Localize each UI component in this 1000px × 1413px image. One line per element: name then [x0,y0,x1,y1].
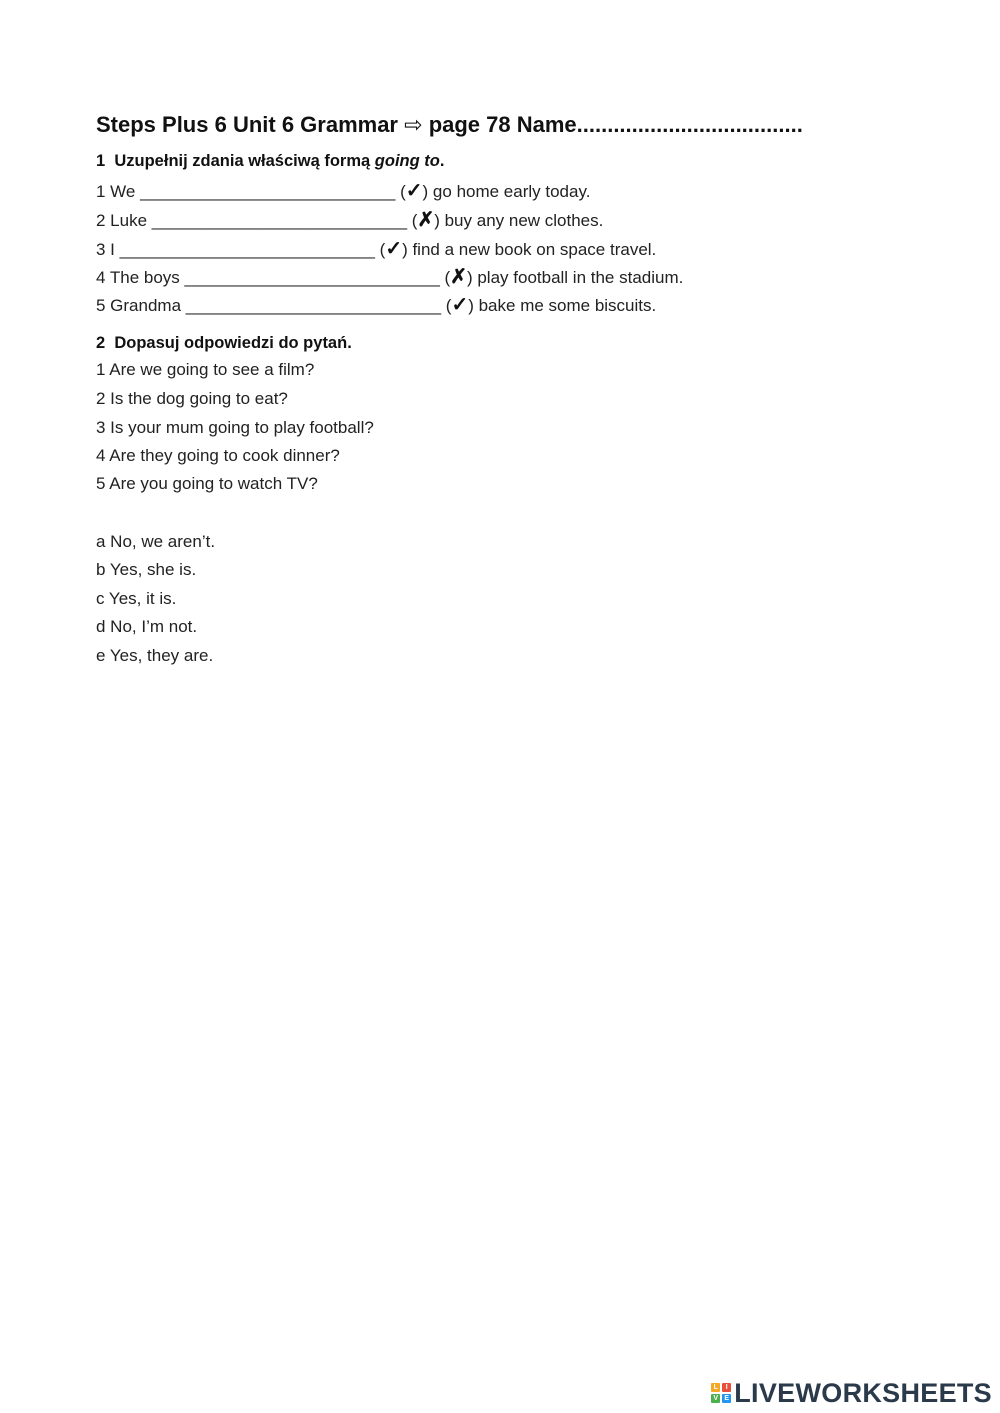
exercise-1-item: 3 I ___________________________ (✓) find a new book on space travel. [96,238,657,260]
exercise-1-item: 4 The boys ___________________________ (✗) play football in the stadium. [96,266,684,288]
exercise-1-item: 2 Luke ___________________________ (✗) buy any new clothes. [96,209,604,231]
question-item: 4 Are they going to cook dinner? [96,446,340,465]
exercise-1-number: 1 [96,152,106,170]
exercise-1-heading [96,152,444,171]
title-prefix: Steps Plus 6 Unit 6 Grammar [96,112,398,137]
exercise-2-number: 2 [96,334,106,352]
question-item: 1 Are we going to see a film? [96,360,315,379]
liveworksheets-logo [711,1379,992,1407]
worksheet-title [96,112,803,138]
item-suffix: ) find a new book on space travel. [402,240,657,259]
exercise-1-instruction-italic: going to [374,152,440,170]
check-mark-icon: ✓ [385,238,403,260]
item-prefix: 5 Grandma [96,296,182,315]
question-item: 5 Are you going to watch TV? [96,474,318,493]
answer-item: e Yes, they are. [96,646,214,665]
item-suffix: ) buy any new clothes. [434,211,604,230]
item-suffix: ) play football in the stadium. [466,268,684,287]
logo-cell: V [711,1394,720,1403]
item-prefix: 1 We [96,182,136,201]
item-suffix: ) go home early today. [422,182,591,201]
cross-mark-icon: ✗ [450,266,467,288]
item-suffix: ) bake me some biscuits. [468,296,657,315]
check-mark-icon: ✓ [451,294,469,316]
question-item: 2 Is the dog going to eat? [96,389,288,408]
item-prefix: 2 Luke [96,211,148,230]
exercise-2-instruction: Dopasuj odpowiedzi do pytań. [114,334,352,352]
logo-cell: L [711,1383,720,1392]
cross-mark-icon: ✗ [417,209,435,231]
logo-cell: E [722,1394,731,1403]
logo-cell: I [722,1383,731,1392]
exercise-1-item: 1 We ___________________________ (✓) go home early today. [96,180,591,202]
answer-item: a No, we aren’t. [96,532,216,551]
exercise-2-heading [96,334,352,353]
item-prefix: 3 I [96,240,115,259]
exercise-1-instruction: Uzupełnij zdania właściwą formą [114,152,371,170]
arrow-right-icon: ⇨ [404,112,423,137]
answer-item: b Yes, she is. [96,560,197,579]
question-item: 3 Is your mum going to play football? [96,418,374,437]
answer-blank[interactable]: ___________________________ [185,296,442,315]
answer-item: d No, I’m not. [96,617,198,636]
item-prefix: 4 The boys [96,268,180,287]
answer-blank[interactable]: ___________________________ [184,268,440,287]
answer-blank[interactable]: ___________________________ [119,240,375,259]
answer-blank[interactable]: ___________________________ [140,182,396,201]
title-suffix: page 78 Name..................................... [428,112,803,137]
answer-item: c Yes, it is. [96,589,177,608]
answer-blank[interactable]: ___________________________ [151,211,408,230]
logo-text: LIVEWORKSHEETS [734,1377,992,1408]
exercise-1-item: 5 Grandma ___________________________ (✓) bake me some biscuits. [96,294,657,316]
exercise-1-instruction-end: . [439,152,445,170]
check-mark-icon: ✓ [405,180,423,202]
logo-grid-icon [711,1383,731,1403]
